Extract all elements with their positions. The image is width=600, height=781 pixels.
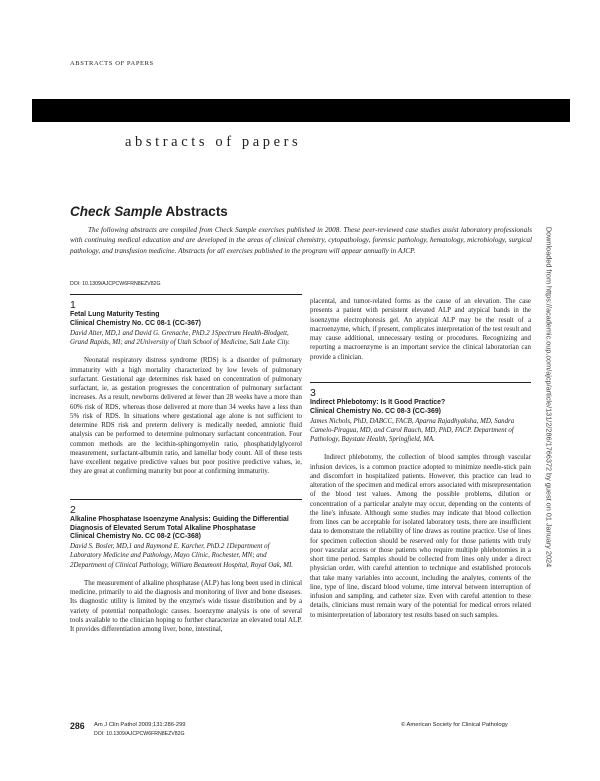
abstract-3-title: Indirect Phlebotomy: Is It Good Practice?: [310, 399, 446, 406]
abstract-1-number: 1: [70, 299, 76, 311]
abstract-2-authors: David S. Bosler, MD,1 and Raymond E. Karcher, PhD.2 1Department of Laboratory Medicine and Pathology, Mayo Clinic, Rochester, MN; and 2Department of Clinical Pathology, William Beaumont Hospital, Royal Oak, MI.: [70, 543, 293, 569]
download-note: Downloaded from https://academic.oup.com/ajcp/article/131/2/286/1766372 by guest on 01 January 2024: [544, 226, 554, 568]
running-head: ABSTRACTS OF PAPERS: [70, 60, 154, 67]
header-black-bar: [32, 99, 570, 122]
footer-journal: Am J Clin Pathol 2009;131:286-299: [94, 722, 186, 728]
page-title: abstracts of papers: [125, 134, 302, 150]
divider-rule: [70, 499, 302, 500]
footer-doi: DOI: 10.1309/AJCPCW6FRN8EZV82G: [94, 731, 185, 737]
abstract-1-body: Neonatal respiratory distress syndrome (RDS) is a disorder of pulmonary immaturity with a high mortality characterized by low levels of pulmonary surfactant. Gestational age determines risk based on concentration of pulmonary surfactant, ie, as gestation progresses the concentration of pulmonary surfactant increases. As a result, newborns delivered at fewer than 28 weeks have a more than 60% risk of RDS, whereas those delivered at more than 34 weeks have a less than 5% risk of RDS. In situations where gestational age alone is not sufficient to determine RDS risk and preterm delivery is medically needed, amniotic fluid analysis can be performed to determine pulmonary surfactant concentration. Four common methods are the lecithin-sphingomyelin ratio, phosphatidylglycerol measurement, surfactant-albumin ratio, and lamellar body count. All of these tests have excellent negative predictive values but poor positive predictive values, ie, they are great at confirming maturity but poor at confirming immaturity.: [70, 357, 302, 476]
abstract-1-code: Clinical Chemistry No. CC 08-1 (CC-367): [70, 320, 201, 328]
section-doi: DOI: 10.1309/AJCPCW6FRN8EZV82G: [70, 281, 161, 287]
abstract-3-authors: James Nichols, PhD, DABCC, FACB, Aparna Rajadhyaksha, MD, Sandra Camelo-Piragua, MD, and Carol Rauch, MD, PhD, FACP. Department of Pathology, Baystate Health, Springfield, MA.: [310, 417, 515, 444]
abstract-2-number: 2: [70, 503, 76, 516]
abstract-3-body: Indirect phlebotomy, the collection of blood samples through vascular infusion devices, is a common practice adopted to minimize needle-stick pain and discomfort in hospitalized patients. However, this practice can lead to alteration of the specimen and medical errors associated with misrepresentation of the blood test values. Among the possible problems, dilution or concentration of a particular analyte may occur, depending on the contents of the line's infusate. Although some studies may indicate that blood collection from lines can be acceptable for isolated laboratory tests, there are insufficient data to demonstrate the reliability of line draws as routine practice. Use of lines for specimen collection should be reserved only for those patients with truly poor vascular access or those patients who require multiple phlebotomies in a short time period. Samples should be collected from lines only under a direct physician order, with careful attention to technique and established protocols that take many variables into account, including the analytes, contents of the line, type of line, discard blood volume, time interval between interruption of infusion and sampling, and catheter size. Even with careful attention to these details, clinicians must remain wary of the potential for medical errors related to misinterpretation of laboratory test results based on such samples.: [310, 454, 531, 619]
abstract-3-code: Clinical Chemistry No. CC 08-3 (CC-369): [310, 407, 441, 415]
abstract-2-title: Alkaline Phosphatase Isoenzyme Analysis: Guiding the Differential Diagnosis of Elevated Serum Total Alkaline Phosphatase: [70, 515, 289, 532]
abstract-1-title: Fetal Lung Maturity Testing: [70, 311, 160, 319]
abstract-2-body-continued: placental, and tumor-related forms as the cause of an elevation. The case presents a patient with persistent elevated ALP and atypical bands in the isoenzyme electrophoresis gel. An atypical ALP may be the result of a macroenzyme, which, if present, complicates interpretation of the test result and may cause additional, unnecessary testing or procedures. Recognizing and reporting a macroenzyme is an important service the clinical laboratorian can provide a clinician.: [310, 298, 531, 361]
left-column: [70, 294, 302, 634]
section-title: [70, 204, 228, 219]
right-column: [310, 297, 531, 620]
footer-page-number: 286: [70, 721, 85, 731]
section-title-italic: Check Sample: [70, 204, 163, 219]
abstract-3-number: 3: [310, 386, 316, 399]
abstract-1-authors: David Alter, MD,1 and David G. Grenache, PhD.2 1Spectrum Health-Blodgett, Grand Rapids, MI; and 2University of Utah School of Medicine, Salt Lake City.: [70, 329, 290, 347]
divider-rule: [310, 382, 531, 383]
abstract-2-body: The measurement of alkaline phosphatase (ALP) has long been used in clinical medicine, primarily to aid the diagnosis and monitoring of liver and bone diseases. Its diagnostic utility is limited by the enzyme's wide tissue distribution and by a variety of potential nonpathologic causes. Isoenzyme analysis is one of several tools available to the clinician hoping to further characterize an elevated total ALP. It provides differentiation among liver, bone, intestinal,: [70, 579, 302, 634]
abstract-2-code: Clinical Chemistry No. CC 08-2 (CC-368): [70, 533, 201, 541]
intro-paragraph: The following abstracts are compiled from Check Sample exercises published in 2008. These peer-reviewed case studies assist laboratory professionals with continuing medical education and are developed in the areas of clinical chemistry, cytopathology, forensic pathology, hematology, microbiology, surgical pathology, and transfusion medicine. Abstracts for all exercises published in the program will appear annually in AJCP.: [70, 226, 532, 255]
section-title-rest: Abstracts: [162, 204, 228, 219]
divider-rule: [70, 294, 302, 295]
download-watermark: [540, 212, 558, 582]
footer-copyright: © American Society for Clinical Pathology: [401, 722, 508, 728]
